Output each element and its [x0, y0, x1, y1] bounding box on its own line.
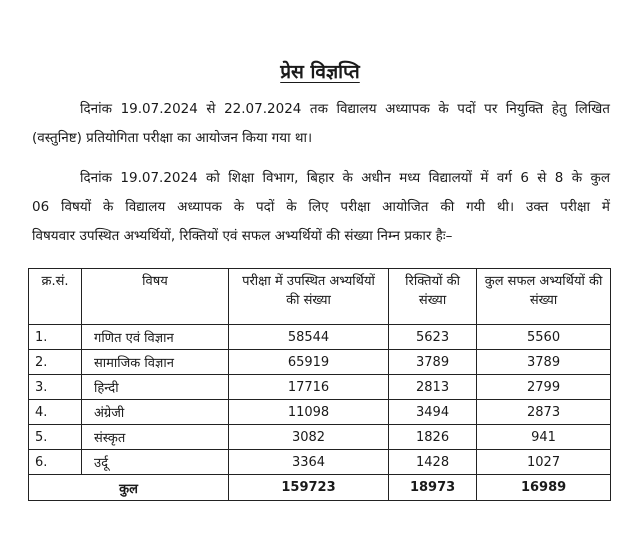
cell-vacancies: 1428 — [389, 450, 477, 475]
paragraph-exam-details — [32, 164, 610, 251]
paragraph-line: 06 विषयों के विद्यालय अध्यापक के पदों के लिए परीक्षा आयोजित की गयी थी। उक्त परीक्षा में — [32, 199, 610, 215]
cell-sno: 4. — [29, 400, 82, 425]
header-sno: क्र.सं. — [29, 269, 82, 325]
cell-vacancies: 1826 — [389, 425, 477, 450]
cell-vacancies: 3494 — [389, 400, 477, 425]
total-label: कुल — [29, 475, 229, 501]
table-row — [29, 450, 611, 475]
paragraph-line: दिनांक 19.07.2024 से 22.07.2024 तक विद्यालय अध्यापक के पदों पर नियुक्ति हेतु लिखित — [80, 101, 610, 117]
header-vacancies: रिक्तियों की संख्या — [389, 269, 477, 325]
paragraph-line: (वस्तुनिष्ट) प्रतियोगिता परीक्षा का आयोजन किया गया था। — [32, 130, 313, 146]
cell-passed: 1027 — [477, 450, 611, 475]
total-appeared: 159723 — [229, 475, 389, 501]
table-total-row — [29, 475, 611, 501]
cell-appeared: 3364 — [229, 450, 389, 475]
cell-subject: संस्कृत — [82, 425, 229, 450]
cell-vacancies: 3789 — [389, 350, 477, 375]
header-passed: कुल सफल अभ्यर्थियों की संख्या — [477, 269, 611, 325]
total-vacancies: 18973 — [389, 475, 477, 501]
cell-appeared: 58544 — [229, 325, 389, 350]
cell-passed: 941 — [477, 425, 611, 450]
table-row — [29, 325, 611, 350]
cell-sno: 3. — [29, 375, 82, 400]
cell-sno: 6. — [29, 450, 82, 475]
cell-subject: गणित एवं विज्ञान — [82, 325, 229, 350]
table-header-row — [29, 269, 611, 325]
cell-vacancies: 2813 — [389, 375, 477, 400]
total-passed: 16989 — [477, 475, 611, 501]
page-title: प्रेस विज्ञप्ति — [280, 61, 360, 83]
cell-passed: 3789 — [477, 350, 611, 375]
cell-subject: अंग्रेजी — [82, 400, 229, 425]
cell-passed: 2799 — [477, 375, 611, 400]
table-row — [29, 375, 611, 400]
cell-appeared: 3082 — [229, 425, 389, 450]
paragraph-exam-dates — [32, 95, 610, 153]
cell-appeared: 65919 — [229, 350, 389, 375]
results-table — [28, 268, 611, 501]
header-subject: विषय — [82, 269, 229, 325]
cell-subject: उर्दू — [82, 450, 229, 475]
cell-vacancies: 5623 — [389, 325, 477, 350]
paragraph-line: दिनांक 19.07.2024 को शिक्षा विभाग, बिहार के अधीन मध्य विद्यालयों में वर्ग 6 से 8 के कुल — [80, 170, 610, 186]
table-row — [29, 425, 611, 450]
header-appeared: परीक्षा में उपस्थित अभ्यर्थियों की संख्या — [229, 269, 389, 325]
cell-sno: 2. — [29, 350, 82, 375]
table-row — [29, 350, 611, 375]
cell-sno: 5. — [29, 425, 82, 450]
cell-sno: 1. — [29, 325, 82, 350]
cell-passed: 2873 — [477, 400, 611, 425]
cell-appeared: 17716 — [229, 375, 389, 400]
cell-appeared: 11098 — [229, 400, 389, 425]
table-row — [29, 400, 611, 425]
cell-subject: हिन्दी — [82, 375, 229, 400]
paragraph-line: विषयवार उपस्थित अभ्यर्थियों, रिक्तियों एवं सफल अभ्यर्थियों की संख्या निम्न प्रकार हैः– — [32, 228, 453, 244]
cell-subject: सामाजिक विज्ञान — [82, 350, 229, 375]
cell-passed: 5560 — [477, 325, 611, 350]
